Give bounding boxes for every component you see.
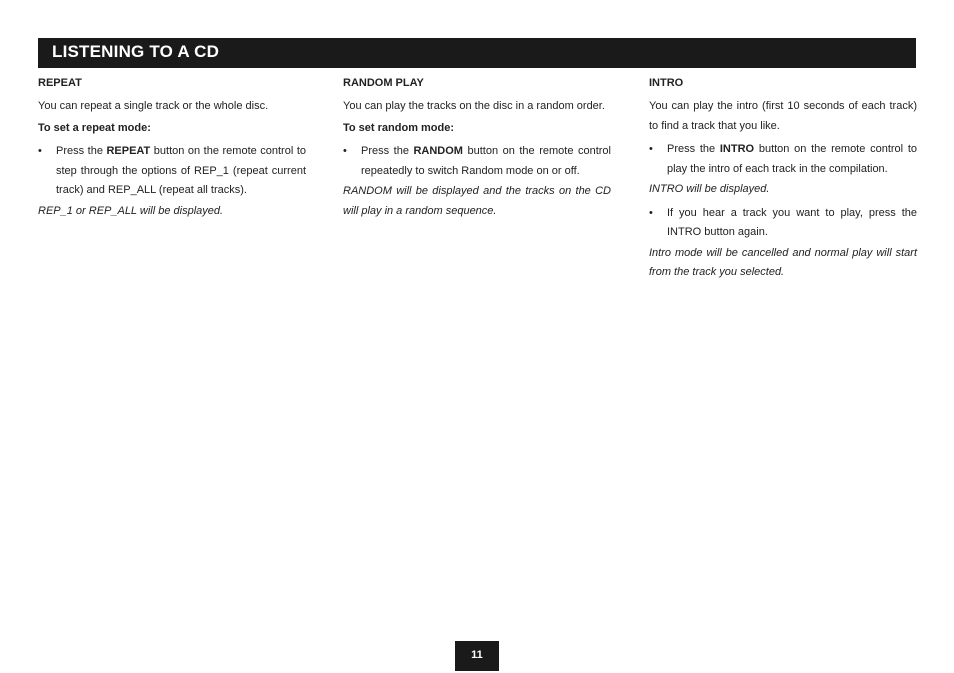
intro-bullet-1	[649, 140, 917, 179]
section-header-bar	[38, 38, 916, 68]
page-number: 11	[471, 649, 483, 661]
intro-column	[649, 76, 917, 283]
random-bullet-post: button on the remote control repeatedly to switch Random mode on or off.	[361, 145, 611, 177]
intro-heading: INTRO	[649, 77, 684, 89]
repeat-button-name: REPEAT	[106, 145, 151, 157]
repeat-intro-text: You can repeat a single track or the whole disc.	[38, 100, 269, 112]
intro-intro-text: You can play the intro (first 10 seconds of each track) to find a track that you like.	[649, 100, 917, 132]
random-bullet-pre: Press the	[361, 145, 414, 157]
intro-button-name: INTRO	[719, 143, 755, 155]
random-button-name: RANDOM	[413, 145, 463, 157]
bullet-dot: •	[649, 206, 653, 219]
repeat-note: REP_1 or REP_ALL will be displayed.	[38, 204, 224, 217]
random-intro-text: You can play the tracks on the disc in a random order.	[343, 100, 605, 112]
random-heading: RANDOM PLAY	[343, 77, 424, 89]
bullet-dot: •	[38, 145, 42, 157]
repeat-bullet	[38, 142, 306, 201]
repeat-heading: REPEAT	[38, 77, 82, 89]
page-number-box	[455, 641, 499, 671]
random-column	[343, 76, 611, 221]
random-bullet	[343, 142, 611, 181]
intro-note-2: Intro mode will be cancelled and normal play will start from the track you selected.	[649, 246, 917, 278]
intro-bullet-post: button on the remote control to play the intro of each track in the compilation.	[667, 143, 918, 175]
intro-bullet-pre: Press the	[667, 143, 720, 155]
bullet-dot: •	[343, 145, 347, 157]
random-subheading: To set random mode:	[343, 121, 455, 134]
random-note: RANDOM will be displayed and the tracks on the CD will play in a random sequence.	[343, 185, 611, 217]
repeat-column	[38, 76, 306, 221]
section-title: LISTENING TO A CD	[52, 42, 220, 61]
intro-bullet-2-text: If you hear a track you want to play, press the INTRO button again.	[667, 206, 917, 238]
repeat-bullet-post: button on the remote control to step through the options of REP_1 (repeat current track) and REP_ALL (repeat all tracks).	[56, 145, 306, 196]
intro-note-1: INTRO will be displayed.	[649, 183, 770, 195]
bullet-dot: •	[649, 143, 653, 155]
intro-bullet-2	[649, 204, 917, 243]
repeat-subheading: To set a repeat mode:	[38, 121, 151, 134]
repeat-bullet-pre: Press the	[56, 145, 107, 157]
